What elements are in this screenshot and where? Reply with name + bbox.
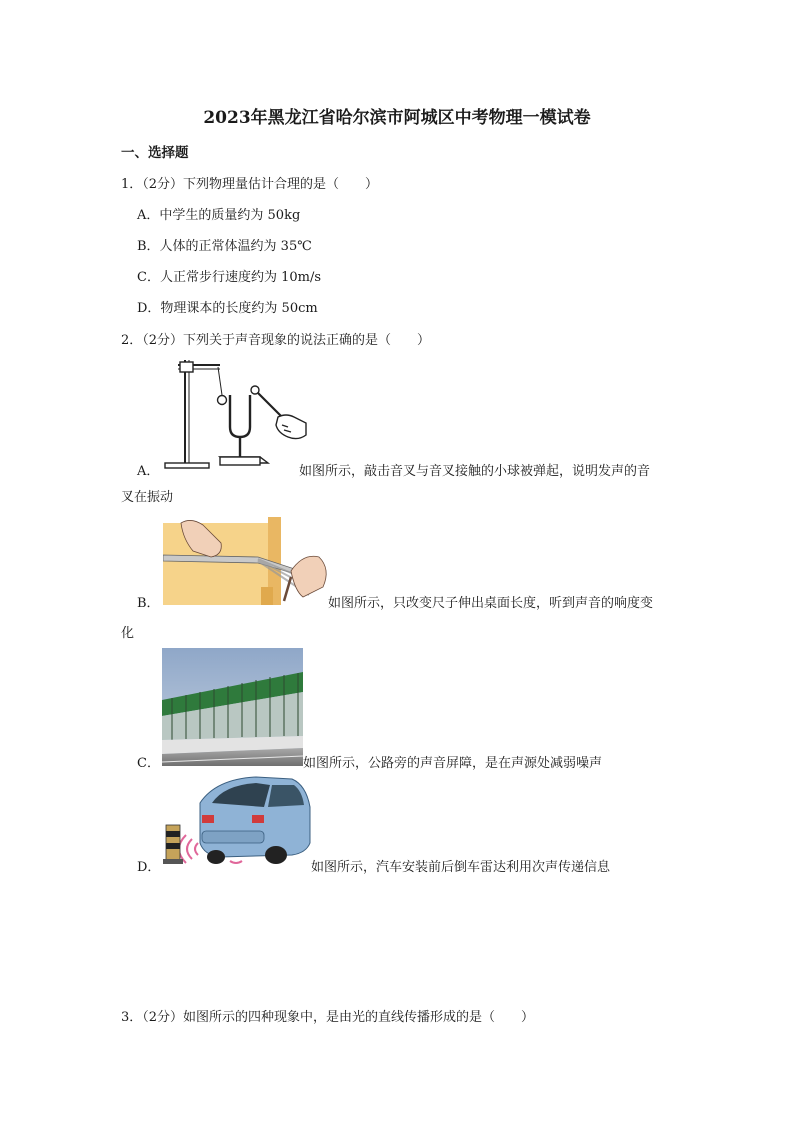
car-radar-figure: [160, 773, 312, 865]
tuning-fork-figure: [160, 355, 310, 475]
question-2-option-b-text-cont: 化: [121, 626, 135, 641]
question-1-stem: 1．（2分）下列物理量估计合理的是（ ）: [121, 177, 379, 192]
page-title: 2023年黑龙江省哈尔滨市阿城区中考物理一模试卷: [203, 108, 591, 128]
question-2-option-c-text: 如图所示，公路旁的声音屏障，是在声源处减弱噪声: [303, 756, 603, 771]
question-2-option-b-label: B．: [137, 596, 160, 611]
question-1-option-b: B．人体的正常体温约为 35℃: [137, 239, 312, 254]
question-3-stem: 3．（2分）如图所示的四种现象中，是由光的直线传播形成的是（ ）: [121, 1010, 535, 1025]
question-2-option-a-text-cont: 叉在振动: [121, 490, 174, 505]
question-2-option-c-label: C．: [137, 756, 160, 771]
section-heading: 一、选择题: [121, 145, 189, 161]
question-1-option-d: D．物理课本的长度约为 50cm: [137, 301, 318, 316]
question-2-stem: 2．（2分）下列关于声音现象的说法正确的是（ ）: [121, 333, 431, 348]
question-2-option-d-text: 如图所示，汽车安装前后倒车雷达利用次声传递信息: [311, 860, 611, 875]
question-2-option-a-text: 如图所示，敲击音叉与音叉接触的小球被弹起，说明发声的音: [299, 464, 651, 479]
question-1-option-a: A．中学生的质量约为 50kg: [137, 208, 301, 223]
question-2-option-a-label: A．: [137, 464, 160, 479]
sound-barrier-photo: [162, 648, 303, 766]
question-1-option-c: C．人正常步行速度约为 10m/s: [137, 270, 321, 285]
question-2-option-b-text: 如图所示，只改变尺子伸出桌面长度，听到声音的响度变: [328, 596, 654, 611]
ruler-on-table-figure: [163, 517, 333, 607]
question-2-option-d-label: D．: [137, 860, 161, 875]
